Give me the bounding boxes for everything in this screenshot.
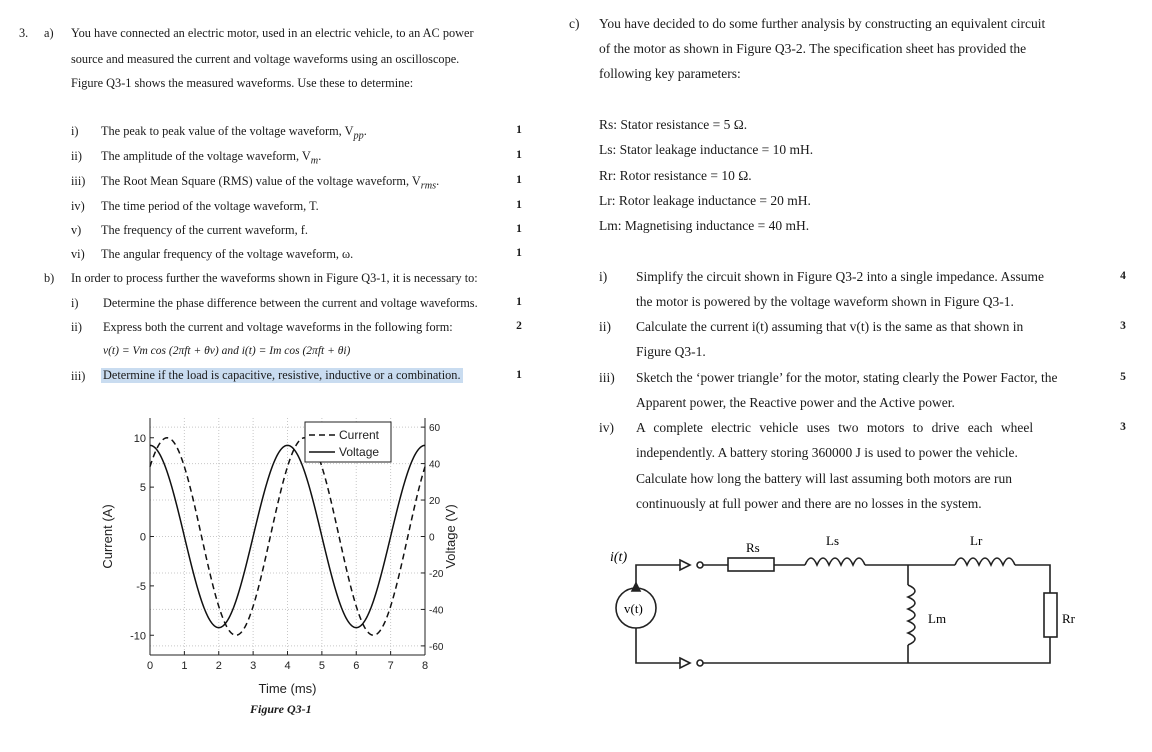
part-b-item-text: Express both the current and voltage waveforms in the following form: — [103, 320, 453, 334]
item-label: v) — [71, 223, 82, 237]
x-tick-label: 5 — [318, 660, 325, 672]
part-c-item-line: Figure Q3-1. — [636, 344, 706, 359]
x-tick-label: 1 — [181, 660, 188, 672]
resistor-rr — [1044, 593, 1057, 637]
part-b-intro: In order to process further the waveforms shown in Figure Q3-1, it is necessary to: — [71, 271, 478, 285]
part-b-item-marks: 2 — [516, 320, 522, 332]
y-left-tick-label: 5 — [139, 482, 146, 495]
wire-lr-rr — [1015, 565, 1050, 593]
y-right-tick-label: 0 — [429, 532, 435, 544]
x-tick-label: 4 — [284, 660, 291, 672]
y-left-tick-label: 0 — [139, 531, 146, 544]
waveform-chart — [90, 410, 490, 720]
y-right-tick-label: 60 — [429, 423, 441, 435]
part-c-item-line: Simplify the circuit shown in Figure Q3-2 into a single impedance. Assume — [636, 269, 1044, 284]
x-axis-label: Time (ms) — [258, 681, 317, 696]
part-c-item-label: ii) — [599, 319, 611, 334]
circuit-diagram — [600, 525, 1120, 685]
part-c-item-line: independently. A battery storing 360000 J is used to power the vehicle. — [636, 445, 1018, 460]
item-marks: 1 — [516, 124, 522, 136]
y-left-tick-label: -10 — [130, 630, 146, 643]
label-lr: Lr — [970, 533, 983, 548]
part-a-intro-3: Figure Q3-1 shows the measured waveforms. Use these to determine: — [71, 76, 414, 90]
part-b-item-label: ii) — [71, 320, 82, 334]
legend-label-voltage: Voltage — [339, 445, 380, 459]
part-c-intro-1: You have decided to do some further analysis by constructing an equivalent circuit — [599, 16, 1046, 31]
item-marks: 1 — [516, 247, 522, 259]
part-c-item-label: i) — [599, 269, 608, 284]
part-a-label: a) — [44, 26, 54, 40]
part-c-item-marks: 5 — [1120, 371, 1126, 383]
param-rr: Rr: Rotor resistance = 10 Ω. — [599, 168, 752, 183]
part-c-label: c) — [569, 16, 580, 31]
part-c-item-label: iv) — [599, 420, 614, 435]
arrow-bottom — [680, 658, 690, 668]
label-ls: Ls — [826, 533, 839, 548]
y-left-tick-label: 10 — [133, 432, 146, 445]
part-c-item-marks: 3 — [1120, 421, 1126, 433]
item-label: iv) — [71, 199, 85, 213]
param-ls: Ls: Stator leakage inductance = 10 mH. — [599, 142, 814, 157]
waveform-formula: v(t) = Vm cos (2πft + θv) and i(t) = Im cos (2πft + θi) — [103, 345, 351, 357]
y-right-tick-label: 40 — [429, 459, 441, 471]
part-c-intro-3: following key parameters: — [599, 66, 741, 81]
item-text: The peak to peak value of the voltage waveform, $V_{pp}$. — [101, 124, 367, 142]
item-text: The time period of the voltage waveform, T. — [101, 199, 319, 213]
y-right-tick-label: 20 — [429, 496, 441, 508]
label-current: i(t) — [610, 550, 628, 565]
item-text: The Root Mean Square (RMS) value of the voltage waveform, $V_{rms}$. — [101, 174, 440, 192]
part-c-item-line: A complete electric vehicle uses two motors to drive each wheel — [636, 420, 1034, 435]
y-right-tick-label: -60 — [429, 641, 444, 653]
part-c-item-line: continuously at full power and there are no losses in the system. — [636, 496, 982, 511]
item-text: The angular frequency of the voltage waveform, ω. — [101, 247, 354, 261]
part-c-item-line: the motor is powered by the voltage waveform shown in Figure Q3-1. — [636, 294, 1014, 309]
inductor-ls — [805, 558, 865, 565]
item-marks: 1 — [516, 174, 522, 186]
item-marks: 1 — [516, 149, 522, 161]
legend-label-current: Current — [339, 428, 380, 442]
part-b-item-text: Determine the phase difference between the current and voltage waveforms. — [103, 296, 478, 310]
wire-bottom-left — [636, 628, 680, 663]
part-a-intro-1: You have connected an electric motor, used in an electric vehicle, to an AC power — [71, 26, 474, 40]
item-label: ii) — [71, 149, 82, 163]
part-b-label: b) — [44, 271, 55, 285]
wire-top-left — [636, 565, 680, 587]
item-text: The amplitude of the voltage waveform, $V_m$. — [101, 149, 322, 167]
part-c-intro-2: of the motor as shown in Figure Q3-2. The specification sheet has provided the — [599, 41, 1027, 56]
inductor-lm — [908, 585, 915, 645]
y-right-tick-label: -20 — [429, 568, 444, 580]
x-tick-label: 6 — [353, 660, 360, 672]
terminal-top — [697, 562, 703, 568]
param-rs: Rs: Stator resistance = 5 Ω. — [599, 117, 748, 132]
param-lm: Lm: Magnetising inductance = 40 mH. — [599, 218, 810, 233]
part-b-item-label: i) — [71, 296, 79, 310]
figure-caption: Figure Q3-1 — [250, 702, 312, 716]
part-c-item-marks: 3 — [1120, 320, 1126, 332]
part-a-intro-2: source and measured the current and voltage waveforms using an oscilloscope. — [71, 52, 460, 66]
item-marks: 1 — [516, 199, 522, 211]
part-c-item-line: Calculate the current i(t) assuming that v(t) is the same as that shown in — [636, 319, 1024, 334]
part-c-item-line: Apparent power, the Reactive power and the Active power. — [636, 395, 955, 410]
part-b-item-label: iii) — [71, 369, 86, 383]
part-b-item-marks: 1 — [516, 369, 522, 381]
item-text: The frequency of the current waveform, f. — [101, 223, 308, 237]
x-tick-label: 8 — [421, 660, 429, 672]
item-label: i) — [71, 124, 79, 138]
terminal-bottom — [697, 660, 703, 666]
part-c-item-label: iii) — [599, 370, 615, 385]
arrow-top — [680, 560, 690, 570]
label-lm: Lm — [928, 611, 947, 626]
series-current-line — [150, 438, 425, 636]
item-label: vi) — [71, 247, 85, 261]
x-tick-label: 7 — [387, 660, 394, 672]
part-b-item-marks: 1 — [516, 296, 522, 308]
item-marks: 1 — [516, 223, 522, 235]
question-number: 3. — [19, 26, 29, 40]
y-axis-label-left: Current (A) — [100, 504, 115, 569]
part-c-item-marks: 4 — [1120, 270, 1126, 282]
y-axis-label-right: Voltage (V) — [443, 504, 458, 569]
wire-rr-bottom — [703, 637, 1050, 663]
x-tick-label: 0 — [146, 660, 154, 672]
current-arrow — [632, 583, 640, 591]
x-tick-label: 3 — [250, 660, 257, 672]
label-rs: Rs — [746, 540, 760, 555]
resistor-rs — [728, 558, 774, 571]
item-label: iii) — [71, 174, 86, 188]
label-source: v(t) — [624, 601, 643, 616]
part-c-item-line: Sketch the ‘power triangle’ for the motor, stating clearly the Power Factor, the — [636, 370, 1058, 385]
x-tick-label: 2 — [215, 660, 222, 672]
y-right-tick-label: -40 — [429, 605, 444, 617]
label-rr: Rr — [1062, 611, 1075, 626]
param-lr: Lr: Rotor leakage inductance = 20 mH. — [599, 193, 811, 208]
inductor-lr — [955, 558, 1015, 565]
y-left-tick-label: -5 — [136, 580, 146, 593]
part-c-item-line: Calculate how long the battery will last assuming both motors are run — [636, 471, 1013, 486]
part-b-item-text-highlighted: Determine if the load is capacitive, resistive, inductive or a combination. — [103, 368, 461, 382]
